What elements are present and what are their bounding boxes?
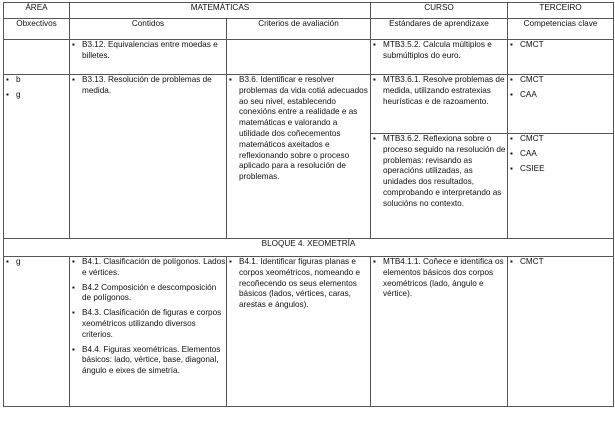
list-item: ▪ B3.6. Identificar e resolver problemas da vida cotiá adecuados ao seu nivel, establecendo conexións entre a realidade e as matemáticas e valorando a utilidade dos coñecementos matemáticos axeitados e reflexionando sobre o proceso aplicado para a resolución de problemas. (227, 75, 370, 183)
subject-header: MATEMÁTICAS (70, 3, 371, 19)
block-title-row (4, 239, 614, 257)
objectives-cell (4, 75, 70, 239)
criteria-cell (227, 75, 371, 239)
list-item: ▪ g (4, 90, 69, 101)
criteria-column-header: Criterios de avaliación (227, 19, 371, 40)
list-item: ▪ MTB3.6.2. Reflexiona sobre o proceso seguido na resolución de problemas: revisando as operacións utilizadas, as unidades dos resultados, comprobando e interpretando as solucións no contexto. (371, 134, 507, 210)
objectives-cell (4, 40, 70, 75)
block-title: BLOQUE 4. XEOMETRÍA (4, 239, 614, 257)
competences-cell (508, 134, 614, 239)
list-item: ▪ B4.3. Clasificación de figuras e corpos xeométricos utilizando diversos criterios. (70, 308, 226, 340)
competences-cell (508, 257, 614, 407)
contents-cell (70, 75, 227, 239)
list-item: ▪ B4.4. Figuras xeométricas. Elementos básicos: lado, vértice, base, diagonal, ángulo e eixes de simetría. (70, 345, 226, 377)
table-row (4, 40, 614, 75)
contents-cell (70, 257, 227, 407)
standards-cell (371, 40, 508, 75)
list-item: ▪ B3.12. Equivalencias entre moedas e billetes. (70, 40, 226, 62)
level-header: TERCEIRO (508, 3, 614, 19)
list-item: ▪ CMCT (508, 40, 613, 51)
table-row (4, 75, 614, 134)
criteria-cell (227, 40, 371, 75)
contents-cell (70, 40, 227, 75)
course-header: CURSO (371, 3, 508, 19)
objectives-column-header: Obxectivos (4, 19, 70, 40)
list-item: ▪ B4.1. Identificar figuras planas e corpos xeométricos, nomeando e recoñecendo os seus elementos básicos (lados, vértices, caras, arestas e ángulos). (227, 257, 370, 311)
list-item: ▪ g (4, 257, 69, 268)
objectives-cell (4, 257, 70, 407)
curriculum-table (3, 2, 614, 407)
list-item: ▪ B3.13. Resolución de problemas de medida. (70, 75, 226, 97)
list-item: ▪ MTB3.5.2. Calcula múltiplos e submúltiplos do euro. (371, 40, 507, 62)
list-item: ▪ B4.2 Composición e descomposición de polígonos. (70, 283, 226, 305)
standards-cell (371, 75, 508, 134)
competences-cell (508, 75, 614, 134)
list-item: ▪ CMCT (508, 257, 613, 268)
list-item: ▪ B4.1. Clasificación de polígonos. Lados e vértices. (70, 257, 226, 279)
standards-cell (371, 134, 508, 239)
standards-cell (371, 257, 508, 407)
header-row (4, 3, 614, 19)
list-item: ▪ b (4, 75, 69, 86)
list-item: ▪ CMCT (508, 134, 613, 145)
criteria-cell (227, 257, 371, 407)
list-item: ▪ MTB3.6.1. Resolve problemas de medida, utilizando estratexias heurísticas e de razoamento. (371, 75, 507, 107)
list-item: ▪ CMCT (508, 75, 613, 86)
list-item: ▪ CSIEE (508, 164, 613, 175)
list-item: ▪ MTB4.1.1. Coñece e identifica os elementos básicos dos corpos xeométricos (lado, ángulo e vértice). (371, 257, 507, 300)
standards-column-header: Estándares de aprendizaxe (371, 19, 508, 40)
contents-column-header: Contidos (70, 19, 227, 40)
area-header: ÁREA (4, 3, 70, 19)
table-row (4, 257, 614, 407)
list-item: ▪ CAA (508, 90, 613, 101)
competences-cell (508, 40, 614, 75)
competences-column-header: Competencias clave (508, 19, 614, 40)
column-header-row (4, 19, 614, 40)
list-item: ▪ CAA (508, 149, 613, 160)
